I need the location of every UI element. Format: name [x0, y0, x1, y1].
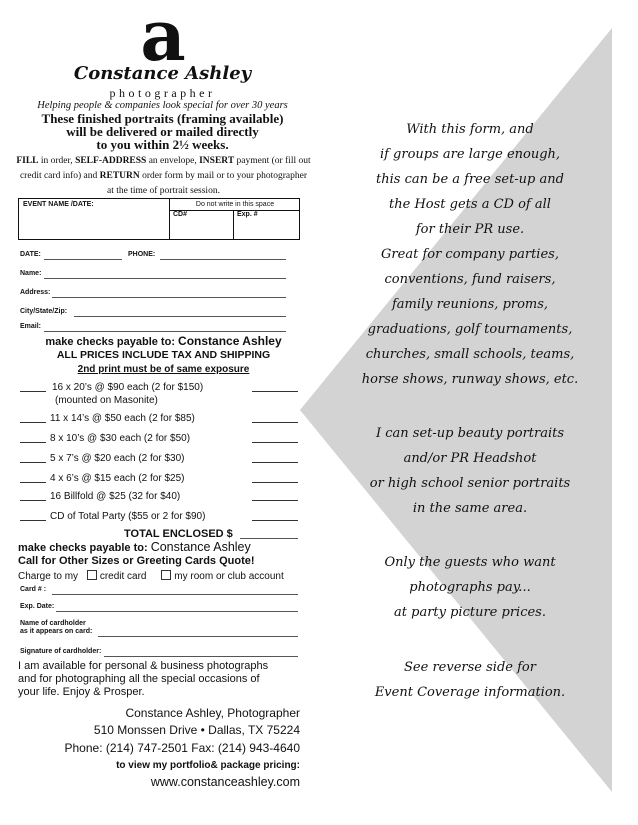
- exp-date-field[interactable]: [56, 611, 298, 612]
- price-label: 16 Billfold @ $25 (32 for $40): [50, 491, 181, 502]
- qty-line[interactable]: [20, 500, 46, 501]
- credit-card-label: credit card: [99, 571, 147, 582]
- side-text-block-2: [340, 421, 600, 521]
- address-label: Address:: [20, 289, 51, 296]
- headline: [20, 112, 305, 151]
- payable2-prefix: make checks payable to:: [18, 542, 151, 554]
- instr-self: SELF-ADDRESS: [75, 156, 147, 166]
- price-row-4x6[interactable]: [20, 473, 300, 487]
- price-label: 5 x 7’s @ $20 each (2 for $30): [50, 453, 185, 464]
- event-box: [18, 198, 300, 240]
- contact-name: Constance Ashley, Photographer: [125, 706, 300, 720]
- side-line: horse shows, runway shows, etc.: [361, 372, 579, 387]
- side-line: Great for company parties,: [381, 247, 559, 262]
- side-line: if groups are large enough,: [379, 147, 561, 162]
- price-label: 11 x 14’s @ $50 each (2 for $85): [50, 413, 195, 424]
- side-line: family reunions, proms,: [391, 297, 549, 312]
- qty-line[interactable]: [20, 422, 46, 423]
- price-label: CD of Total Party ($55 or 2 for $90): [50, 511, 206, 522]
- side-line: in the same area.: [412, 501, 528, 516]
- name-field[interactable]: [44, 278, 286, 279]
- city-label: City/State/Zip:: [20, 308, 68, 315]
- side-line: the Host gets a CD of all: [389, 197, 551, 212]
- payable-name: Constance Ashley: [178, 334, 282, 348]
- side-line: Event Coverage information.: [374, 685, 566, 700]
- price-sublabel: (mounted on Masonite): [55, 395, 158, 406]
- amount-line[interactable]: [252, 442, 298, 443]
- side-text-block-4: [340, 655, 600, 705]
- room-account-option[interactable]: [161, 571, 284, 582]
- email-label: Email:: [20, 323, 42, 330]
- address-field[interactable]: [52, 297, 286, 298]
- charge-label: Charge to my: [18, 571, 79, 582]
- total-field[interactable]: [240, 538, 298, 539]
- room-account-label: my room or club account: [174, 571, 284, 582]
- headline-line-1: These finished portraits (framing available): [41, 111, 284, 126]
- city-field[interactable]: [74, 316, 286, 317]
- charge-row: [18, 570, 284, 582]
- room-account-checkbox[interactable]: [161, 570, 171, 580]
- exp-number-field[interactable]: [233, 210, 300, 239]
- price-row-16x20[interactable]: [20, 382, 300, 396]
- side-line: I can set-up beauty portraits: [375, 426, 565, 441]
- website-link[interactable]: www.constanceashley.com: [150, 775, 300, 789]
- qty-line[interactable]: [20, 462, 46, 463]
- price-row-billfold[interactable]: [20, 491, 300, 505]
- brand-name: Constance Ashley: [73, 63, 252, 84]
- side-line: conventions, fund raisers,: [384, 272, 556, 287]
- cd-number-field[interactable]: [169, 210, 234, 239]
- side-text-block-3: [340, 550, 600, 625]
- payable-prefix: make checks payable to:: [45, 336, 179, 348]
- credit-card-checkbox[interactable]: [87, 570, 97, 580]
- side-line: With this form, and: [406, 122, 534, 137]
- side-line: Only the guests who want: [384, 555, 556, 570]
- card-number-label: Card # :: [20, 586, 47, 593]
- exposure-note: 2nd print must be of same exposure: [77, 364, 250, 375]
- contact-phone: Phone: (214) 747-2501 Fax: (214) 943-4640: [64, 741, 300, 755]
- instr-insert: INSERT: [199, 156, 235, 166]
- cardholder-name-label-2: as it appears on card:: [20, 628, 93, 635]
- qty-line[interactable]: [20, 482, 46, 483]
- price-label: 8 x 10’s @ $30 each (2 for $50): [50, 433, 191, 444]
- date-label: DATE:: [20, 251, 41, 258]
- exp-date-label: Exp. Date:: [20, 603, 55, 610]
- phone-field[interactable]: [160, 259, 286, 260]
- side-text-block-1: [340, 117, 600, 392]
- qty-line[interactable]: [20, 442, 46, 443]
- contact-address: 510 Monssen Drive • Dallas, TX 75224: [93, 723, 300, 737]
- price-row-5x7[interactable]: [20, 453, 300, 467]
- payable-line: [16, 334, 311, 348]
- credit-card-option[interactable]: [87, 571, 147, 582]
- card-number-field[interactable]: [52, 594, 298, 595]
- side-line: this can be a free set-up and: [376, 172, 564, 187]
- qty-line[interactable]: [20, 520, 46, 521]
- price-row-8x10[interactable]: [20, 433, 300, 447]
- call-note: Call for Other Sizes or Greeting Cards Quote!: [18, 555, 255, 567]
- amount-line[interactable]: [252, 422, 298, 423]
- availability-text: [18, 660, 268, 699]
- payable2-name: Constance Ashley: [150, 540, 251, 554]
- tagline: Helping people & companies look special for over 30 years: [37, 100, 288, 111]
- headline-line-3: to you within 2½ weeks.: [96, 137, 229, 152]
- instructions: [16, 154, 311, 199]
- side-line: for their PR use.: [415, 222, 525, 237]
- price-row-cd[interactable]: [20, 511, 300, 525]
- instr-text-1: in order,: [38, 156, 76, 166]
- prices-note: ALL PRICES INCLUDE TAX AND SHIPPING: [56, 349, 271, 361]
- instr-fill: FILL: [16, 156, 39, 166]
- availability-line-2: and for photographing all the special occasions of: [18, 673, 260, 685]
- amount-line[interactable]: [252, 500, 298, 501]
- side-line: and/or PR Headshot: [403, 451, 537, 466]
- instr-text-4: order form by mail or to your photographer at the time of portrait session.: [107, 171, 308, 196]
- amount-line[interactable]: [252, 482, 298, 483]
- event-name-label: EVENT NAME /DATE:: [23, 201, 94, 208]
- signature-field[interactable]: [104, 656, 298, 657]
- amount-line[interactable]: [252, 462, 298, 463]
- contact-block: [20, 705, 300, 791]
- instr-text-3: payment (or fill out credit card info) and: [19, 156, 311, 181]
- side-line: See reverse side for: [404, 660, 536, 675]
- office-use-header: Do not write in this space: [169, 199, 300, 211]
- instr-text-2: an envelope,: [146, 156, 200, 166]
- payable-line-2: [18, 540, 251, 554]
- side-line: photographs pay...: [409, 580, 531, 595]
- brand-subtitle: photographer: [109, 86, 216, 100]
- side-line: graduations, golf tournaments,: [367, 322, 573, 337]
- headline-line-2: will be delivered or mailed directly: [66, 124, 259, 139]
- date-field[interactable]: [44, 259, 122, 260]
- qty-line[interactable]: [20, 391, 46, 392]
- cardholder-name-label-1: Name of cardholder: [20, 620, 86, 627]
- price-label: 16 x 20’s @ $90 each (2 for $150): [52, 382, 204, 393]
- side-line: at party picture prices.: [394, 605, 546, 620]
- instr-return: RETURN: [99, 171, 140, 181]
- name-label: Name:: [20, 270, 42, 277]
- availability-line-3: your life. Enjoy & Prosper.: [18, 686, 145, 698]
- phone-label: PHONE:: [128, 251, 156, 258]
- price-row-11x14[interactable]: [20, 413, 300, 427]
- total-label: TOTAL ENCLOSED $: [124, 528, 233, 540]
- availability-line-1: I am available for personal & business photographs: [18, 660, 269, 672]
- cd-label: CD#: [173, 211, 188, 218]
- email-field[interactable]: [44, 331, 286, 332]
- signature-label: Signature of cardholder:: [20, 648, 102, 655]
- price-label: 4 x 6’s @ $15 each (2 for $25): [50, 473, 185, 484]
- portfolio-note: to view my portfolio& package pricing:: [116, 760, 300, 771]
- amount-line[interactable]: [252, 520, 298, 521]
- side-line: or high school senior portraits: [369, 476, 571, 491]
- side-line: churches, small schools, teams,: [365, 347, 575, 362]
- exp-label: Exp. #: [237, 211, 258, 218]
- amount-line[interactable]: [252, 391, 298, 392]
- cardholder-name-field[interactable]: [98, 636, 298, 637]
- logo-mark: a: [140, 0, 186, 77]
